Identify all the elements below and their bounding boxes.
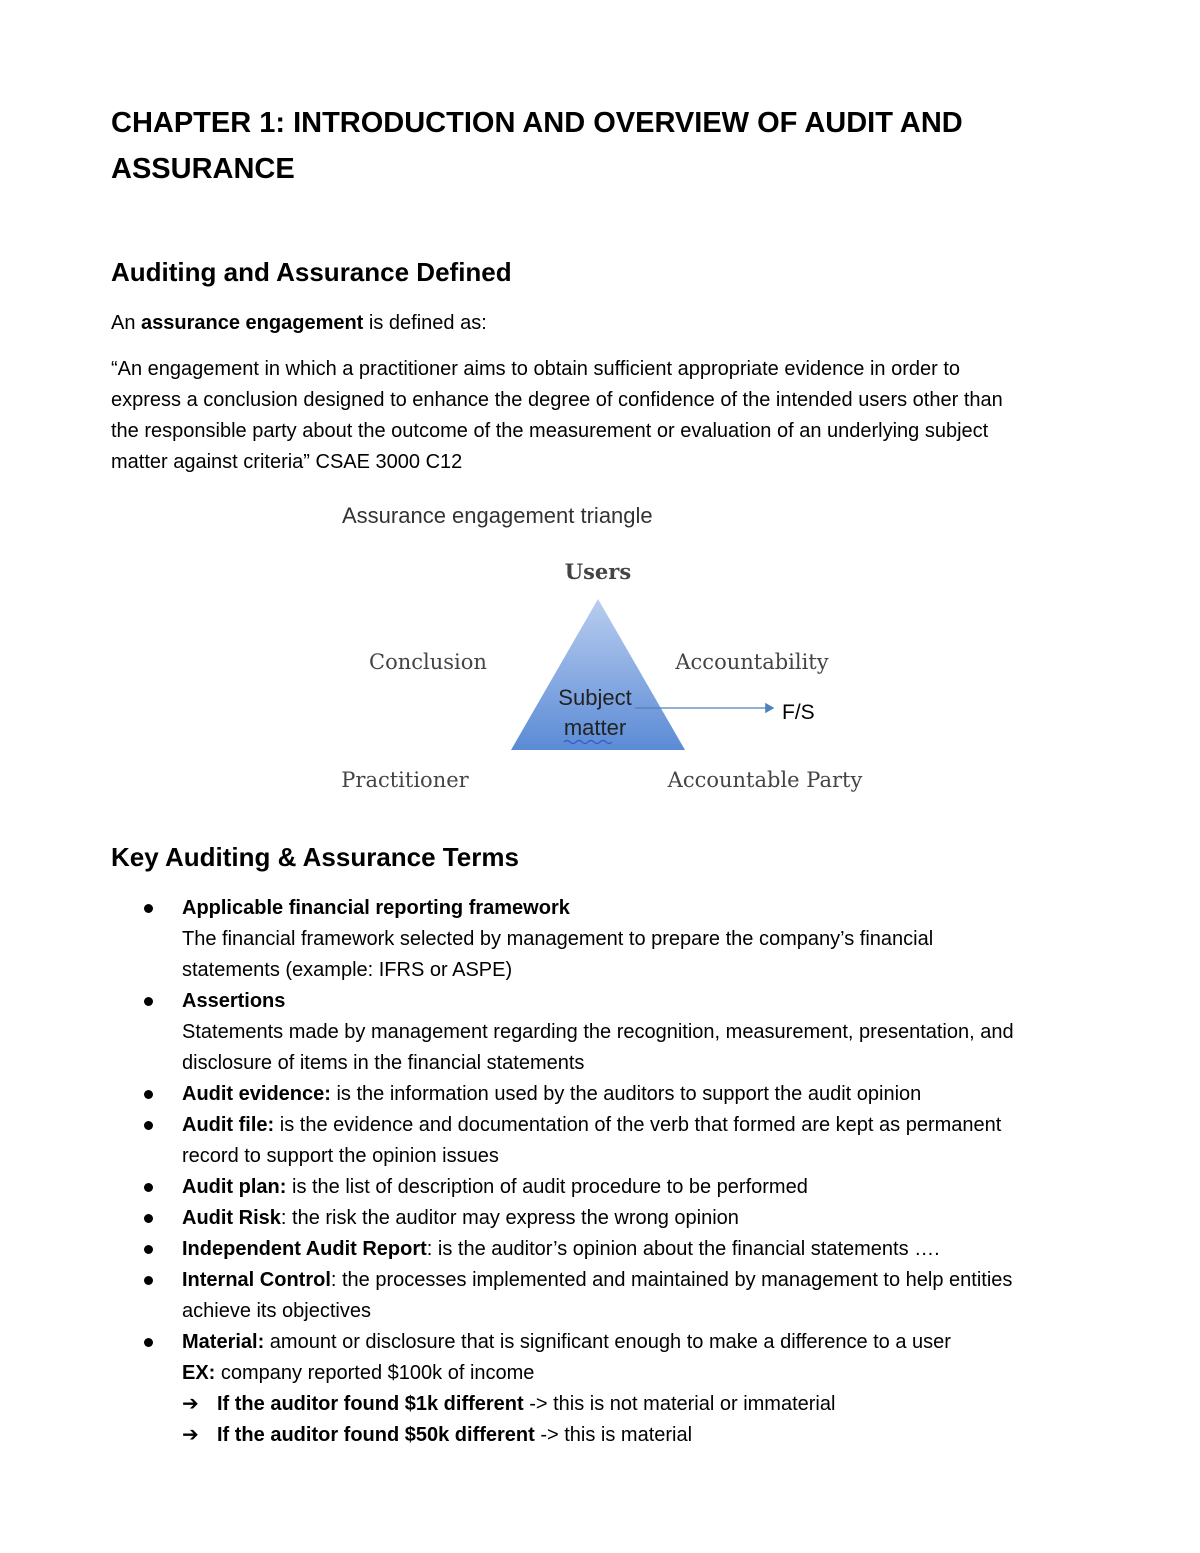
label-practitioner: Practitioner	[341, 768, 469, 792]
bullet-icon	[144, 1276, 153, 1285]
term-label: Independent Audit Report	[182, 1238, 427, 1260]
quote-line: “An engagement in which a practitioner aims to obtain sufficient appropriate evidence in order to	[111, 358, 961, 380]
quote-line: matter against criteria” CSAE 3000 C12	[111, 451, 463, 473]
diagram-title: Assurance engagement triangle	[342, 503, 653, 528]
term-text: is the evidence and documentation of the verb that formed are kept as permanent	[274, 1114, 1002, 1136]
material-example	[182, 1358, 1101, 1389]
intro-bold-term: assurance engagement	[141, 312, 364, 334]
list-item	[111, 1327, 1101, 1451]
arrow-item-text: -> this is not material or immaterial	[523, 1393, 836, 1415]
bullet-icon	[144, 1338, 153, 1347]
label-accountability: Accountability	[675, 650, 829, 674]
term-text: amount or disclosure that is significant enough to make a difference to a user	[264, 1331, 951, 1353]
arrow-item-bold: If the auditor found $1k different	[217, 1393, 524, 1415]
term-label: Audit evidence:	[182, 1083, 331, 1105]
example-label: EX:	[182, 1362, 216, 1384]
quote-line: the responsible party about the outcome of the measurement or evaluation of an underlying subject	[111, 420, 989, 442]
list-item	[111, 1203, 1101, 1234]
chapter-title-line-2: ASSURANCE	[111, 153, 295, 185]
bullet-icon	[144, 997, 153, 1006]
term-label: Audit Risk	[182, 1207, 281, 1229]
assurance-triangle-diagram	[330, 495, 890, 805]
term-text: is the information used by the auditors to support the audit opinion	[330, 1083, 922, 1105]
term-description: The financial framework selected by management to prepare the company’s financial	[182, 928, 934, 950]
section-heading-key-terms: Key Auditing & Assurance Terms	[111, 842, 519, 872]
term-description: disclosure of items in the financial statements	[182, 1052, 585, 1074]
term-label: Applicable financial reporting framework	[182, 897, 570, 919]
label-accountable-party: Accountable Party	[667, 768, 863, 792]
bullet-icon	[144, 1121, 153, 1130]
list-item	[111, 1234, 1101, 1265]
term-description: Statements made by management regarding the recognition, measurement, presentation, and	[182, 1021, 1014, 1043]
label-fs: F/S	[782, 701, 815, 724]
list-item	[111, 893, 1101, 986]
definition-quote	[111, 354, 1091, 478]
chapter-title	[111, 100, 1091, 192]
arrow-item	[182, 1389, 1101, 1420]
term-text: : is the auditor’s opinion about the financial statements ….	[426, 1238, 940, 1260]
bullet-icon	[144, 1090, 153, 1099]
list-item	[111, 1172, 1101, 1203]
term-label: Audit file:	[182, 1114, 275, 1136]
list-item	[111, 1265, 1101, 1327]
label-conclusion: Conclusion	[369, 650, 487, 674]
right-arrow-icon: ➔	[182, 1424, 199, 1446]
term-text: : the risk the auditor may express the wrong opinion	[280, 1207, 739, 1229]
example-text: company reported $100k of income	[215, 1362, 535, 1384]
list-item	[111, 986, 1101, 1079]
term-text: : the processes implemented and maintained by management to help entities	[330, 1269, 1013, 1291]
term-description: achieve its objectives	[182, 1300, 371, 1322]
quote-line: express a conclusion designed to enhance the degree of confidence of the intended users other than	[111, 389, 1003, 411]
term-label: Internal Control	[182, 1269, 331, 1291]
section-heading-definitions: Auditing and Assurance Defined	[111, 257, 512, 287]
term-description: record to support the opinion issues	[182, 1145, 499, 1167]
term-description: statements (example: IFRS or ASPE)	[182, 959, 513, 981]
label-subject: Subject	[558, 685, 632, 710]
intro-prefix: An	[111, 312, 142, 334]
right-arrow-icon: ➔	[182, 1393, 199, 1415]
term-text: is the list of description of audit procedure to be performed	[286, 1176, 808, 1198]
label-matter: matter	[563, 715, 627, 740]
intro-suffix: is defined as:	[363, 312, 487, 334]
list-item	[111, 1079, 1101, 1110]
arrow-item	[182, 1420, 1101, 1451]
term-label: Material:	[182, 1331, 265, 1353]
list-item	[111, 1110, 1101, 1172]
term-label: Assertions	[182, 990, 286, 1012]
arrow-item-bold: If the auditor found $50k different	[217, 1424, 535, 1446]
label-users: Users	[564, 559, 632, 584]
bullet-icon	[144, 1214, 153, 1223]
bullet-icon	[144, 1245, 153, 1254]
term-label: Audit plan:	[182, 1176, 287, 1198]
key-terms-list	[111, 893, 1101, 1451]
chapter-title-line-1: CHAPTER 1: INTRODUCTION AND OVERVIEW OF AUDIT AND	[111, 107, 963, 139]
bullet-icon	[144, 1183, 153, 1192]
intro-paragraph	[111, 308, 1091, 339]
arrow-item-text: -> this is material	[534, 1424, 693, 1446]
bullet-icon	[144, 904, 153, 913]
